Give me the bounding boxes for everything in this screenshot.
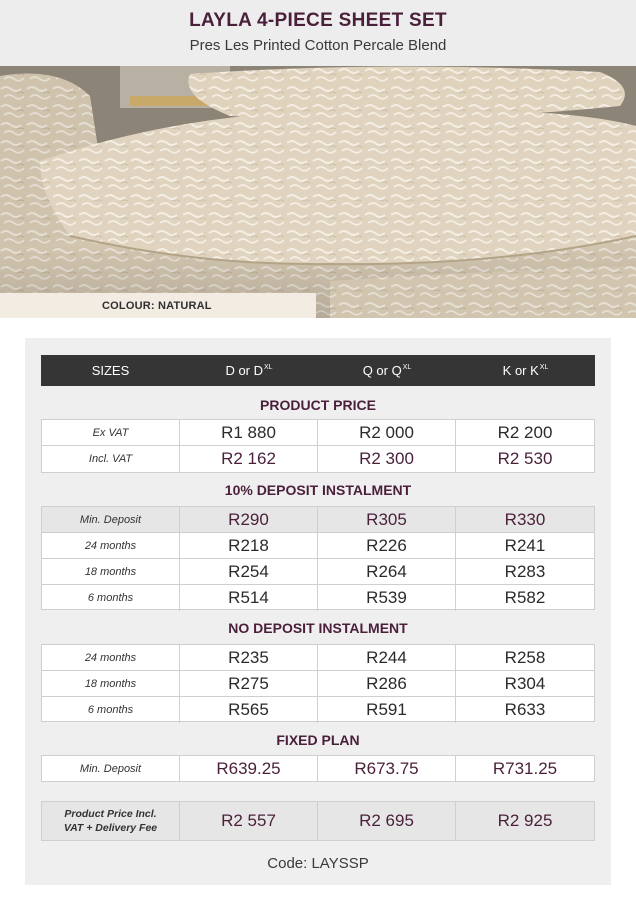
total-q: R2 695 <box>318 802 456 840</box>
price-q: R2 300 <box>318 446 456 472</box>
total-price-table <box>41 801 595 841</box>
table-row <box>42 645 594 671</box>
product-price-table <box>41 419 595 473</box>
table-row <box>42 802 594 840</box>
total-k: R2 925 <box>497 811 553 830</box>
section-title-fixed-plan: FIXED PLAN <box>276 732 360 748</box>
product-code: Code: LAYSSP <box>267 855 369 872</box>
table-row <box>42 420 594 446</box>
price-k: R304 <box>504 673 546 693</box>
price-q: R673.75 <box>318 756 456 781</box>
price-d: R639.25 <box>180 756 318 781</box>
price-d: R1 880 <box>180 420 318 445</box>
table-row <box>42 585 594 611</box>
price-d: R254 <box>180 559 318 584</box>
row-label: Incl. VAT <box>42 446 180 472</box>
sizes-header-row <box>41 355 595 386</box>
page-header <box>0 0 636 66</box>
price-q: R264 <box>318 559 456 584</box>
section-title-product-price: PRODUCT PRICE <box>260 397 376 413</box>
table-row <box>42 507 594 533</box>
price-q: R539 <box>318 585 456 611</box>
price-d: R290 <box>180 507 318 532</box>
total-label <box>42 802 180 840</box>
price-k: R582 <box>504 588 546 607</box>
header-size-q-sup: XL <box>402 364 412 371</box>
section-title-deposit-instalment: 10% DEPOSIT INSTALMENT <box>224 482 412 498</box>
header-size-q <box>318 355 456 386</box>
product-subtitle: Pres Les Printed Cotton Percale Blend <box>189 37 447 54</box>
table-row <box>42 671 594 697</box>
product-photo <box>0 66 636 318</box>
product-title: LAYLA 4-PIECE SHEET SET <box>189 10 447 31</box>
row-label: 6 months <box>42 585 180 611</box>
price-k: R258 <box>504 647 546 667</box>
table-row <box>42 533 594 559</box>
table-row <box>42 559 594 585</box>
price-d: R565 <box>180 697 318 723</box>
price-k: R2 200 <box>497 422 553 442</box>
row-label: Min. Deposit <box>42 756 180 781</box>
price-k: R241 <box>504 535 546 555</box>
price-d: R514 <box>180 585 318 611</box>
header-size-q-label: Q or Q <box>362 363 402 378</box>
header-size-k-label: K or K <box>502 363 539 378</box>
header-size-d-label: D or D <box>225 363 263 378</box>
table-row <box>42 446 594 472</box>
price-q: R305 <box>318 507 456 532</box>
price-k: R330 <box>504 509 546 529</box>
header-size-d <box>180 355 318 386</box>
header-sizes: SIZES <box>91 363 130 378</box>
price-d: R2 162 <box>180 446 318 472</box>
row-label: 18 months <box>42 559 180 584</box>
no-deposit-instalment-table <box>41 644 595 722</box>
price-k: R283 <box>504 561 546 581</box>
total-label-line1: Product Price Incl. <box>64 808 157 820</box>
fixed-plan-table <box>41 755 595 782</box>
row-label: 18 months <box>42 671 180 696</box>
row-label: 24 months <box>42 645 180 670</box>
row-label: 24 months <box>42 533 180 558</box>
table-row <box>42 697 594 723</box>
colour-label: COLOUR: NATURAL <box>102 300 212 312</box>
price-d: R218 <box>180 533 318 558</box>
total-d: R2 557 <box>180 802 318 840</box>
price-d: R235 <box>180 645 318 670</box>
price-d: R275 <box>180 671 318 696</box>
header-size-k-sup: XL <box>539 364 549 371</box>
price-k: R633 <box>504 700 546 719</box>
price-q: R244 <box>318 645 456 670</box>
price-q: R226 <box>318 533 456 558</box>
price-q: R2 000 <box>318 420 456 445</box>
price-q: R591 <box>318 697 456 723</box>
header-size-k <box>456 355 595 386</box>
table-row <box>42 756 594 781</box>
price-k: R731.25 <box>492 758 558 778</box>
price-q: R286 <box>318 671 456 696</box>
price-k: R2 530 <box>497 449 553 468</box>
deposit-instalment-table <box>41 506 595 610</box>
section-title-no-deposit-instalment: NO DEPOSIT INSTALMENT <box>228 620 408 636</box>
row-label: Min. Deposit <box>42 507 180 532</box>
header-size-d-sup: XL <box>264 364 273 371</box>
row-label: 6 months <box>42 697 180 723</box>
total-label-line2: VAT + Delivery Fee <box>63 822 158 834</box>
row-label: Ex VAT <box>42 420 180 445</box>
